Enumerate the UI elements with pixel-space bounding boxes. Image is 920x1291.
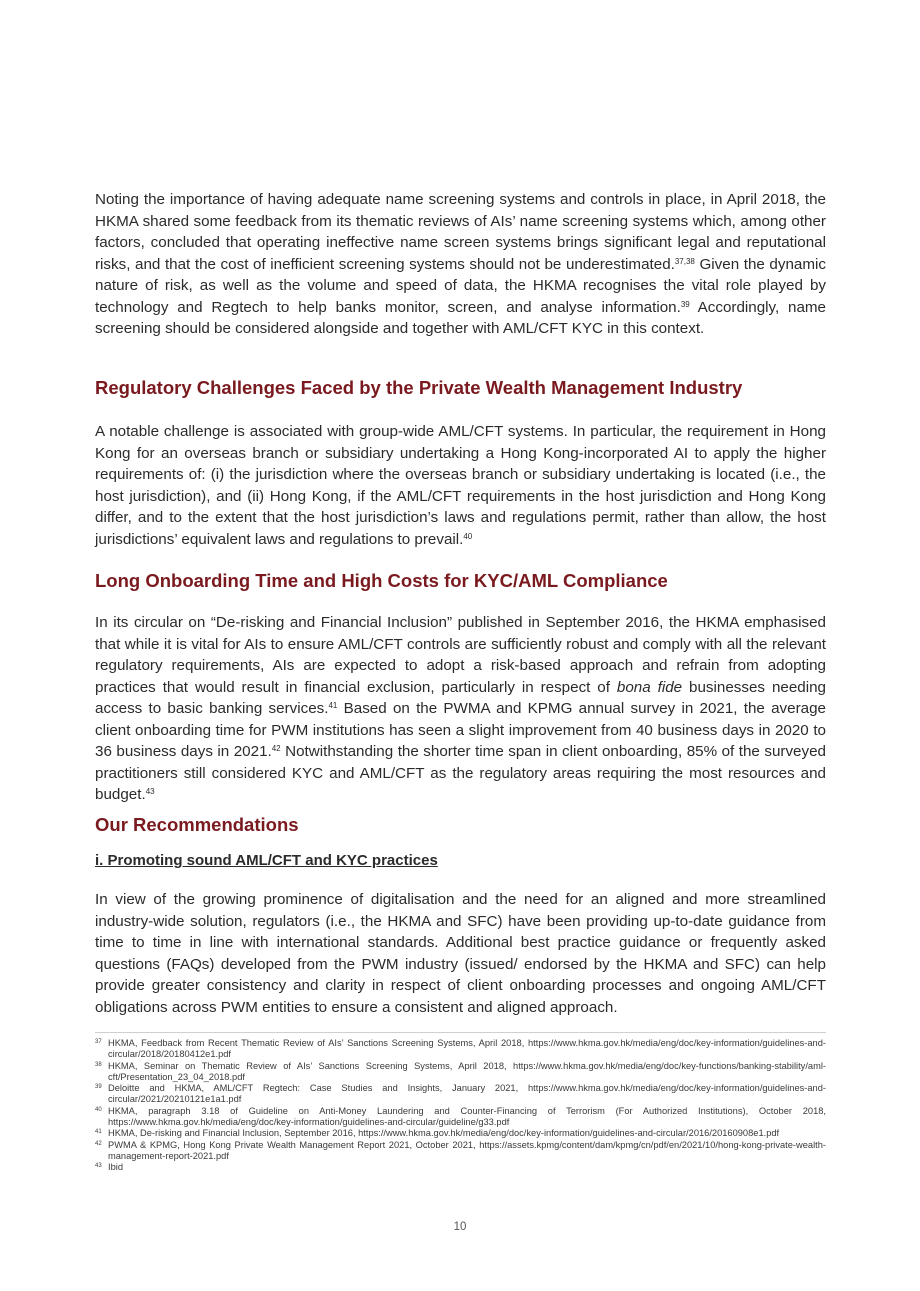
footnote-number: 38: [95, 1061, 102, 1068]
footnote-text[interactable]: HKMA, Feedback from Recent Thematic Review of AIs’ Sanctions Screening Systems, April 2018, https://www.hkma.gov.hk/media/eng/doc/key-information/guidelines-and-circular/2018/20180412e1.pdf: [108, 1038, 826, 1060]
footnote-text[interactable]: HKMA, Seminar on Thematic Review of AIs’ Sanctions Screening Systems, April 2018, https://www.hkma.gov.hk/media/eng/doc/key-functions/banking-stability/aml-cft/Presentation_23_04_2018.pdf: [108, 1060, 826, 1082]
footnote-number: 42: [95, 1140, 102, 1147]
footnote-ref[interactable]: 39: [680, 299, 690, 309]
footnote-number: 41: [95, 1129, 102, 1136]
paragraph-text: businesses needing access to basic banking services.: [95, 678, 826, 717]
footnotes: [95, 1038, 826, 1174]
footnote-ref[interactable]: 42: [271, 744, 281, 753]
paragraph-name-screening: [95, 189, 826, 340]
footnote-text[interactable]: HKMA, De-risking and Financial Inclusion, September 2016, https://www.hkma.gov.hk/media/eng/doc/key-information/guidelines-and-circular/2016/20160908e1.pdf: [108, 1128, 780, 1139]
footnote-38: [95, 1061, 826, 1084]
footnote-41: [95, 1128, 826, 1139]
paragraph-text: A notable challenge is associated with group-wide AML/CFT systems. In particular, the requirement in Hong Kong for an overseas branch or subsidiary undertaking a Hong Kong-incorporated AI to apply the higher requirements of: (i) the jurisdiction where the overseas branch or subsidiary undertaking is located (i.e., the host jurisdiction), and (ii) Hong Kong, if the AML/CFT requirements in the host jurisdiction and Hong Kong differ, and to the extent that the host jurisdiction’s laws and regulations permit, rather than allow, the host jurisdictions’ equivalent laws and regulations to prevail.: [95, 423, 826, 548]
paragraph-text: Noting the importance of having adequate name screening systems and controls in place, in April 2018, the HKMA shared some feedback from its thematic reviews of AIs’ name screening systems which, among other factors, concluded that operating ineffective name screen systems brings significant legal and reputational risks, and that the cost of inefficient screening systems should not be underestimated.: [95, 191, 826, 273]
paragraph-regulatory-challenges: [95, 421, 826, 550]
footnote-text[interactable]: HKMA, paragraph 3.18 of Guideline on Anti-Money Laundering and Counter-Financing of Terrorism (For Authorized Institutions), October 2018, https://www.hkma.gov.hk/media/eng/doc/key-information/guidelines-and-circular/guideline/g33.pdf: [108, 1105, 826, 1128]
paragraph-recommendations: [95, 889, 826, 1018]
footnote-39: [95, 1083, 826, 1106]
heading-regulatory-challenges: Regulatory Challenges Faced by the Private Wealth Management Industry: [95, 377, 743, 398]
heading-recommendations: Our Recommendations: [95, 814, 299, 835]
footnote-divider: [95, 1032, 826, 1033]
paragraph-text: Based on the PWMA and KPMG annual survey in 2021, the average client onboarding time for PWM institutions has seen a slight improvement from 40 business days in 2020 to 36 business days in 2021.: [95, 700, 826, 760]
paragraph-text: Notwithstanding the shorter time span in client onboarding, 85% of the surveyed practitioners still considered KYC and AML/CFT as the regulatory areas requiring the most resources and budget.: [95, 743, 826, 803]
paragraph-text: Given the dynamic nature of risk, as well as the volume and speed of data, the HKMA recognises the vital role played by technology and Regtech to help banks monitor, screen, and analyse information.: [95, 255, 826, 316]
paragraph-text: Accordingly, name screening should be considered alongside and together with AML/CFT KYC in this context.: [95, 298, 826, 337]
footnote-37: [95, 1038, 826, 1061]
paragraph-text: In its circular on “De-risking and Financial Inclusion” published in September 2016, the HKMA emphasised that while it is vital for AIs to ensure AML/CFT controls are sufficiently robust and comply with all the relevant regulatory requirements, AIs are expected to adopt a risk-based approach and refrain from adopting practices that would result in financial exclusion, particularly in respect of: [95, 614, 826, 696]
paragraph-onboarding: [95, 612, 826, 806]
footnote-number: 39: [95, 1084, 102, 1091]
footnote-text[interactable]: Deloitte and HKMA, AML/CFT Regtech: Case Studies and Insights, January 2021, https://www.hkma.gov.hk/media/eng/doc/key-information/guidelines-and-circular/2021/20210121e1a1.pdf: [108, 1083, 826, 1105]
subheading-aml-kyc: i. Promoting sound AML/CFT and KYC practices: [95, 852, 438, 869]
footnote-ref[interactable]: 43: [145, 787, 155, 796]
page-number: 10: [453, 1221, 467, 1233]
footnote-40: [95, 1106, 826, 1129]
footnote-43: [95, 1162, 826, 1173]
footnote-text[interactable]: PWMA & KPMG, Hong Kong Private Wealth Management Report 2021, October 2021, https://assets.kpmg/content/dam/kpmg/cn/pdf/en/2021/10/hong-kong-private-wealth-management-report-2021.pdf: [108, 1139, 826, 1161]
footnote-ref[interactable]: 41: [328, 701, 338, 710]
footnote-number: 40: [95, 1106, 102, 1113]
footnote-number: 43: [95, 1163, 102, 1170]
footnote-42: [95, 1140, 826, 1163]
footnote-ref[interactable]: 37,38: [674, 256, 695, 266]
footnote-number: 37: [95, 1039, 102, 1045]
italic-text: bona fide: [616, 678, 683, 696]
heading-onboarding-time: Long Onboarding Time and High Costs for KYC/AML Compliance: [95, 570, 668, 591]
footnote-text: Ibid: [108, 1162, 123, 1173]
footnote-ref[interactable]: 40: [463, 531, 473, 541]
paragraph-text: In view of the growing prominence of digitalisation and the need for an aligned and more streamlined industry-wide solution, regulators (i.e., the HKMA and SFC) have been providing up-to-date guidance from time to time in line with international standards. Additional best practice guidance or frequently asked questions (FAQs) developed from the PWM industry (issued/ endorsed by the HKMA and SFC) can help provide greater consistency and clarity in respect of client onboarding processes and ongoing AML/CFT obligations across PWM entities to ensure a consistent and aligned approach.: [95, 891, 826, 1016]
